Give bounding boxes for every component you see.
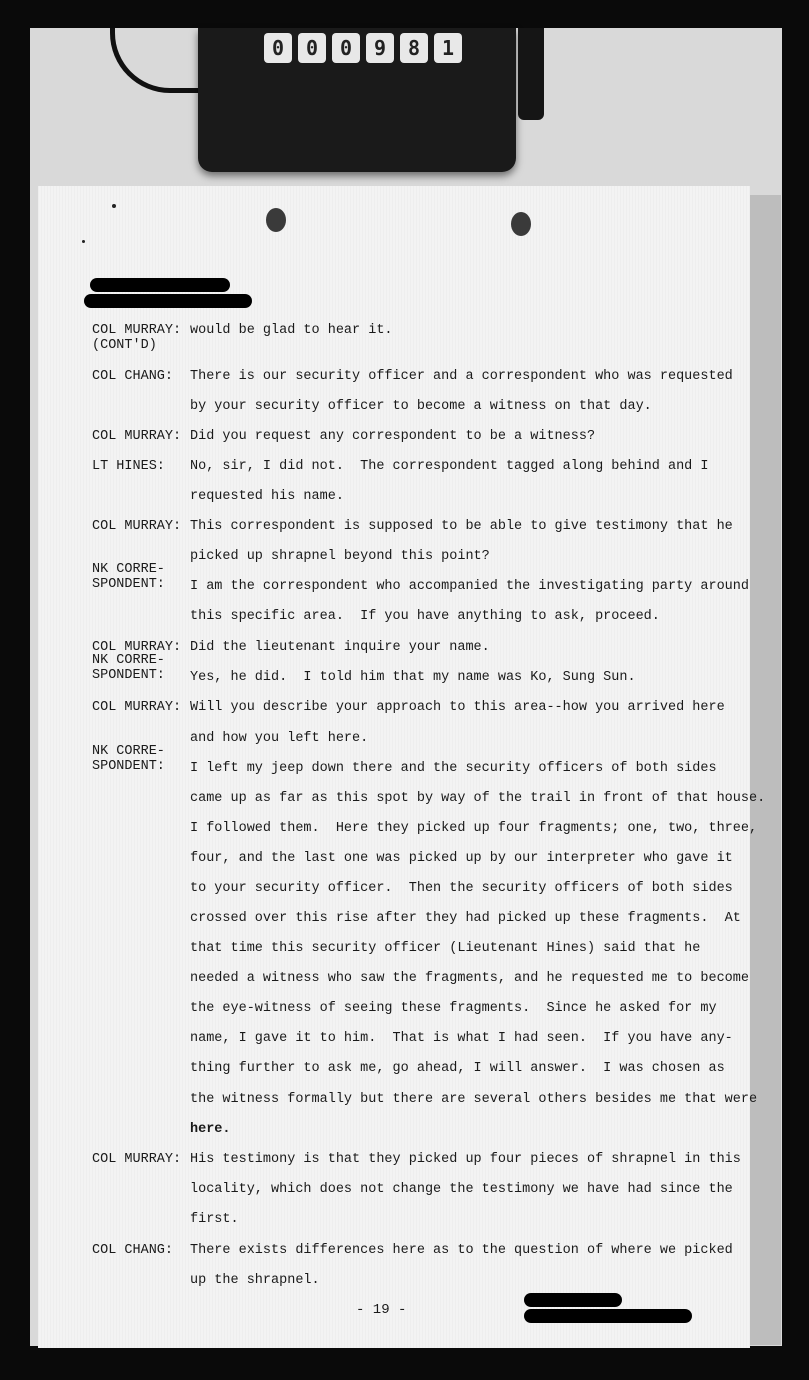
transcript-row — [92, 546, 769, 568]
dialogue-text: here. — [190, 1122, 231, 1137]
transcript-row — [92, 516, 769, 538]
counter-digit: 0 — [332, 33, 360, 63]
transcript-row — [92, 562, 769, 598]
transcript-row — [92, 606, 769, 628]
speaker-label: COL MURRAY: — [92, 640, 182, 655]
transcript-row — [92, 324, 769, 353]
redaction-bar — [84, 294, 252, 308]
dialogue-text: His testimony is that they picked up four pieces of shrapnel in this — [190, 1152, 741, 1167]
transcript-row — [92, 1119, 769, 1141]
stray-mark — [82, 240, 85, 243]
speaker-label: COL MURRAY: — [92, 429, 182, 444]
page-number: - 19 - — [356, 1302, 407, 1318]
speaker-label: COL MURRAY: — [92, 519, 182, 534]
transcript-row — [92, 486, 769, 508]
transcript-row — [92, 1028, 769, 1050]
counter-digit: 1 — [434, 33, 462, 63]
transcript-row — [92, 848, 769, 870]
dialogue-text: came up as far as this spot by way of the trail in front of that house. — [190, 791, 766, 806]
frame-counter-digits — [264, 33, 462, 63]
punch-hole — [266, 208, 286, 232]
transcript-row — [92, 396, 769, 418]
dialogue-text: locality, which does not change the testimony we have had since the — [190, 1182, 733, 1197]
speaker-label: NK CORRE- SPONDENT: — [92, 744, 165, 774]
transcript-row — [92, 1240, 769, 1262]
transcript-row — [92, 998, 769, 1020]
continued-label: (CONT'D) — [92, 338, 157, 353]
transcript-row — [92, 938, 769, 960]
dialogue-text: by your security officer to become a witness on that day. — [190, 399, 652, 414]
speaker-label: NK CORRE- SPONDENT: — [92, 653, 165, 683]
dialogue-text: would be glad to hear it. — [190, 323, 393, 338]
dialogue-text: that time this security officer (Lieutenant Hines) said that he — [190, 941, 701, 956]
transcript-row — [92, 637, 769, 659]
transcript-row — [92, 1209, 769, 1231]
transcript-row — [92, 1149, 769, 1171]
transcript-row — [92, 1179, 769, 1201]
dialogue-text: I am the correspondent who accompanied the investigating party around — [190, 579, 749, 594]
counter-digit: 0 — [264, 33, 292, 63]
transcript-row — [92, 744, 769, 780]
dialogue-text: and how you left here. — [190, 731, 369, 746]
transcript-row — [92, 818, 769, 840]
dialogue-text: the eye-witness of seeing these fragments. Since he asked for my — [190, 1001, 717, 1016]
dialogue-text: Did the lieutenant inquire your name. — [190, 640, 490, 655]
counter-knob — [518, 28, 544, 120]
dialogue-text: four, and the last one was picked up by our interpreter who gave it — [190, 851, 733, 866]
transcript-row — [92, 426, 769, 448]
speaker-label: COL MURRAY: — [92, 323, 182, 338]
punch-hole — [511, 212, 531, 236]
dialogue-text: Will you describe your approach to this area--how you arrived here — [190, 700, 725, 715]
redaction-bar — [524, 1309, 692, 1323]
dialogue-text: I left my jeep down there and the security officers of both sides — [190, 761, 717, 776]
dialogue-text: There is our security officer and a correspondent who was requested — [190, 369, 733, 384]
transcript-row — [92, 788, 769, 810]
dialogue-text: This correspondent is supposed to be able to give testimony that he — [190, 519, 733, 534]
stray-mark — [112, 204, 116, 208]
dialogue-text: Did you request any correspondent to be a witness? — [190, 429, 596, 444]
speaker-label: COL CHANG: — [92, 1243, 174, 1258]
redaction-bar — [90, 278, 230, 292]
counter-digit: 9 — [366, 33, 394, 63]
transcript-row — [92, 968, 769, 990]
dialogue-text: the witness formally but there are several others besides me that were — [190, 1092, 758, 1107]
speaker-label: COL MURRAY: — [92, 1152, 182, 1167]
dialogue-text: this specific area. If you have anything to ask, proceed. — [190, 609, 660, 624]
dialogue-text: needed a witness who saw the fragments, and he requested me to become — [190, 971, 749, 986]
transcript-row — [92, 878, 769, 900]
dialogue-text: I followed them. Here they picked up four fragments; one, two, three, — [190, 821, 758, 836]
dialogue-text: thing further to ask me, go ahead, I will answer. I was chosen as — [190, 1061, 725, 1076]
transcript-row — [92, 456, 769, 478]
dialogue-text: Yes, he did. I told him that my name was Ko, Sung Sun. — [190, 670, 636, 685]
redaction-bar — [524, 1293, 622, 1307]
dialogue-text: name, I gave it to him. That is what I had seen. If you have any- — [190, 1031, 733, 1046]
dialogue-text: up the shrapnel. — [190, 1273, 320, 1288]
dialogue-text: to your security officer. Then the security officers of both sides — [190, 881, 733, 896]
dialogue-text: No, sir, I did not. The correspondent tagged along behind and I — [190, 459, 709, 474]
transcript-row — [92, 697, 769, 719]
transcript-row — [92, 728, 769, 750]
dialogue-text: requested his name. — [190, 489, 344, 504]
dialogue-text: first. — [190, 1212, 239, 1227]
counter-digit: 8 — [400, 33, 428, 63]
speaker-label: COL MURRAY: — [92, 700, 182, 715]
speaker-label: LT HINES: — [92, 459, 165, 474]
speaker-label: COL CHANG: — [92, 369, 174, 384]
transcript-row — [92, 1089, 769, 1111]
speaker-label: NK CORRE- SPONDENT: — [92, 562, 165, 592]
transcript-row — [92, 1270, 769, 1292]
transcript-row — [92, 366, 769, 388]
dialogue-text: picked up shrapnel beyond this point? — [190, 549, 490, 564]
dialogue-text: There exists differences here as to the question of where we picked — [190, 1243, 733, 1258]
transcript-row — [92, 1058, 769, 1080]
counter-digit: 0 — [298, 33, 326, 63]
transcript-row — [92, 653, 769, 689]
transcript-row — [92, 908, 769, 930]
dialogue-text: crossed over this rise after they had picked up these fragments. At — [190, 911, 741, 926]
